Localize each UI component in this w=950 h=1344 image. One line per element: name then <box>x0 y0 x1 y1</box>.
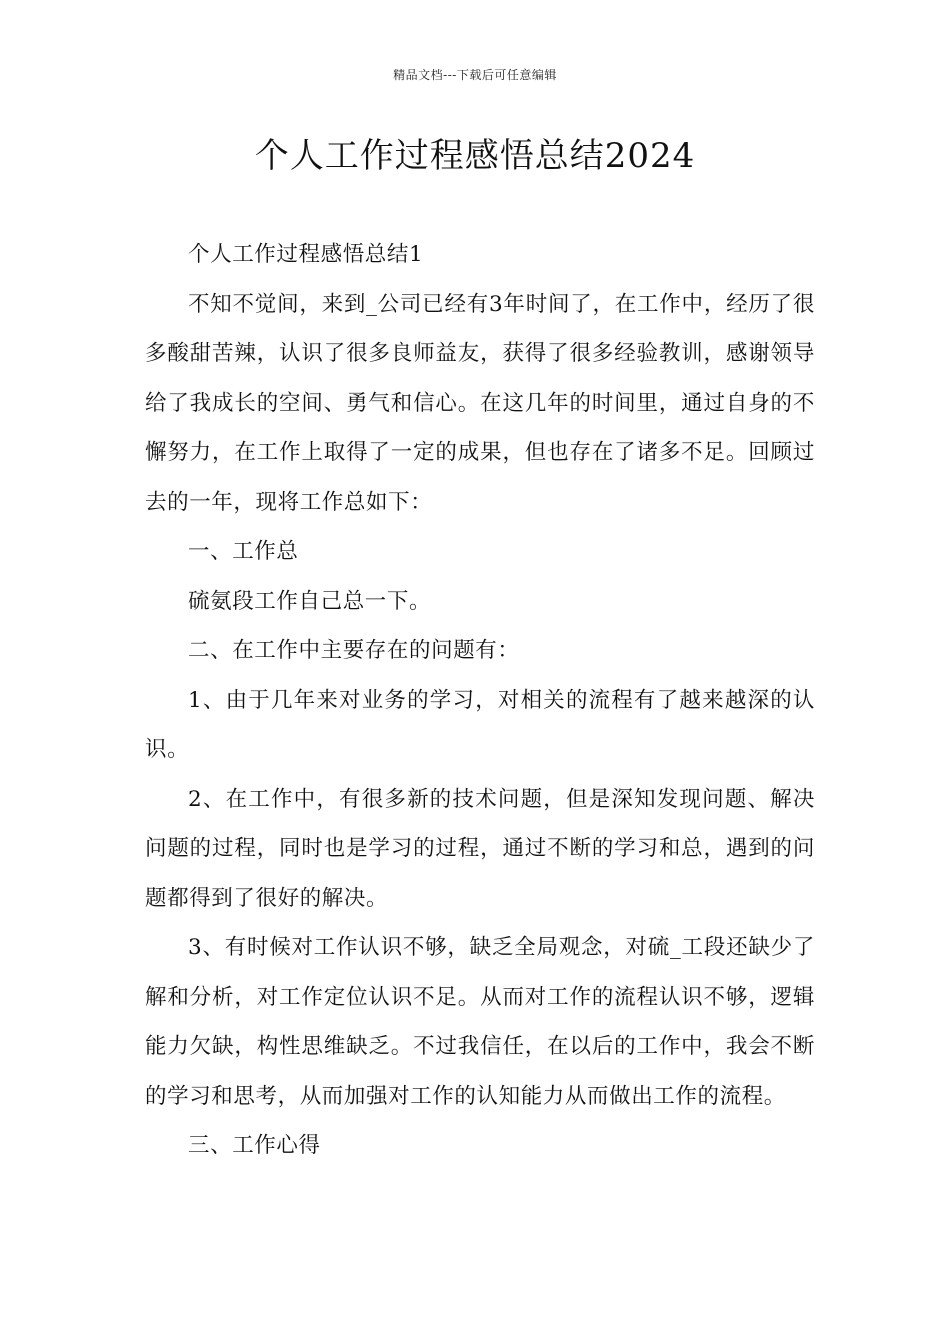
section-heading: 一、工作总 <box>188 539 299 564</box>
list-item: 2、在工作中，有很多新的技术问题，但是深知发现问题、解决问题的过程，同时也是学习的过程，通过不断的学习和总，遇到的问题都得到了很好的解决。 <box>145 786 815 911</box>
section-heading: 个人工作过程感悟总结1 <box>188 242 424 267</box>
document-body <box>145 230 815 1171</box>
section-heading: 二、在工作中主要存在的问题有： <box>188 638 520 663</box>
document-title: 个人工作过程感悟总结2024 <box>254 136 696 176</box>
list-item: 1、由于几年来对业务的学习，对相关的流程有了越来越深的认识。 <box>145 687 815 762</box>
paragraph: 不知不觉间，来到_公司已经有3年时间了，在工作中，经历了很多酸甜苦辣，认识了很多良师益友，获得了很多经验教训，感谢领导给了我成长的空间、勇气和信心。在这几年的时间里，通过自身的不懈努力，在工作上取得了一定的成果，但也存在了诸多不足。回顾过去的一年，现将工作总如下： <box>145 291 815 515</box>
paragraph: 硫氨段工作自己总一下。 <box>188 588 432 614</box>
section-heading: 三、工作心得 <box>188 1133 321 1158</box>
header-note: 精品文档---下载后可任意编辑 <box>393 68 557 82</box>
list-item: 3、有时候对工作认识不够，缺乏全局观念，对硫_工段还缺少了解和分析，对工作定位认识不足。从而对工作的流程认识不够，逻辑能力欠缺，构性思维缺乏。不过我信任，在以后的工作中，我会不断的学习和思考，从而加强对工作的认知能力从而做出工作的流程。 <box>145 935 815 1109</box>
